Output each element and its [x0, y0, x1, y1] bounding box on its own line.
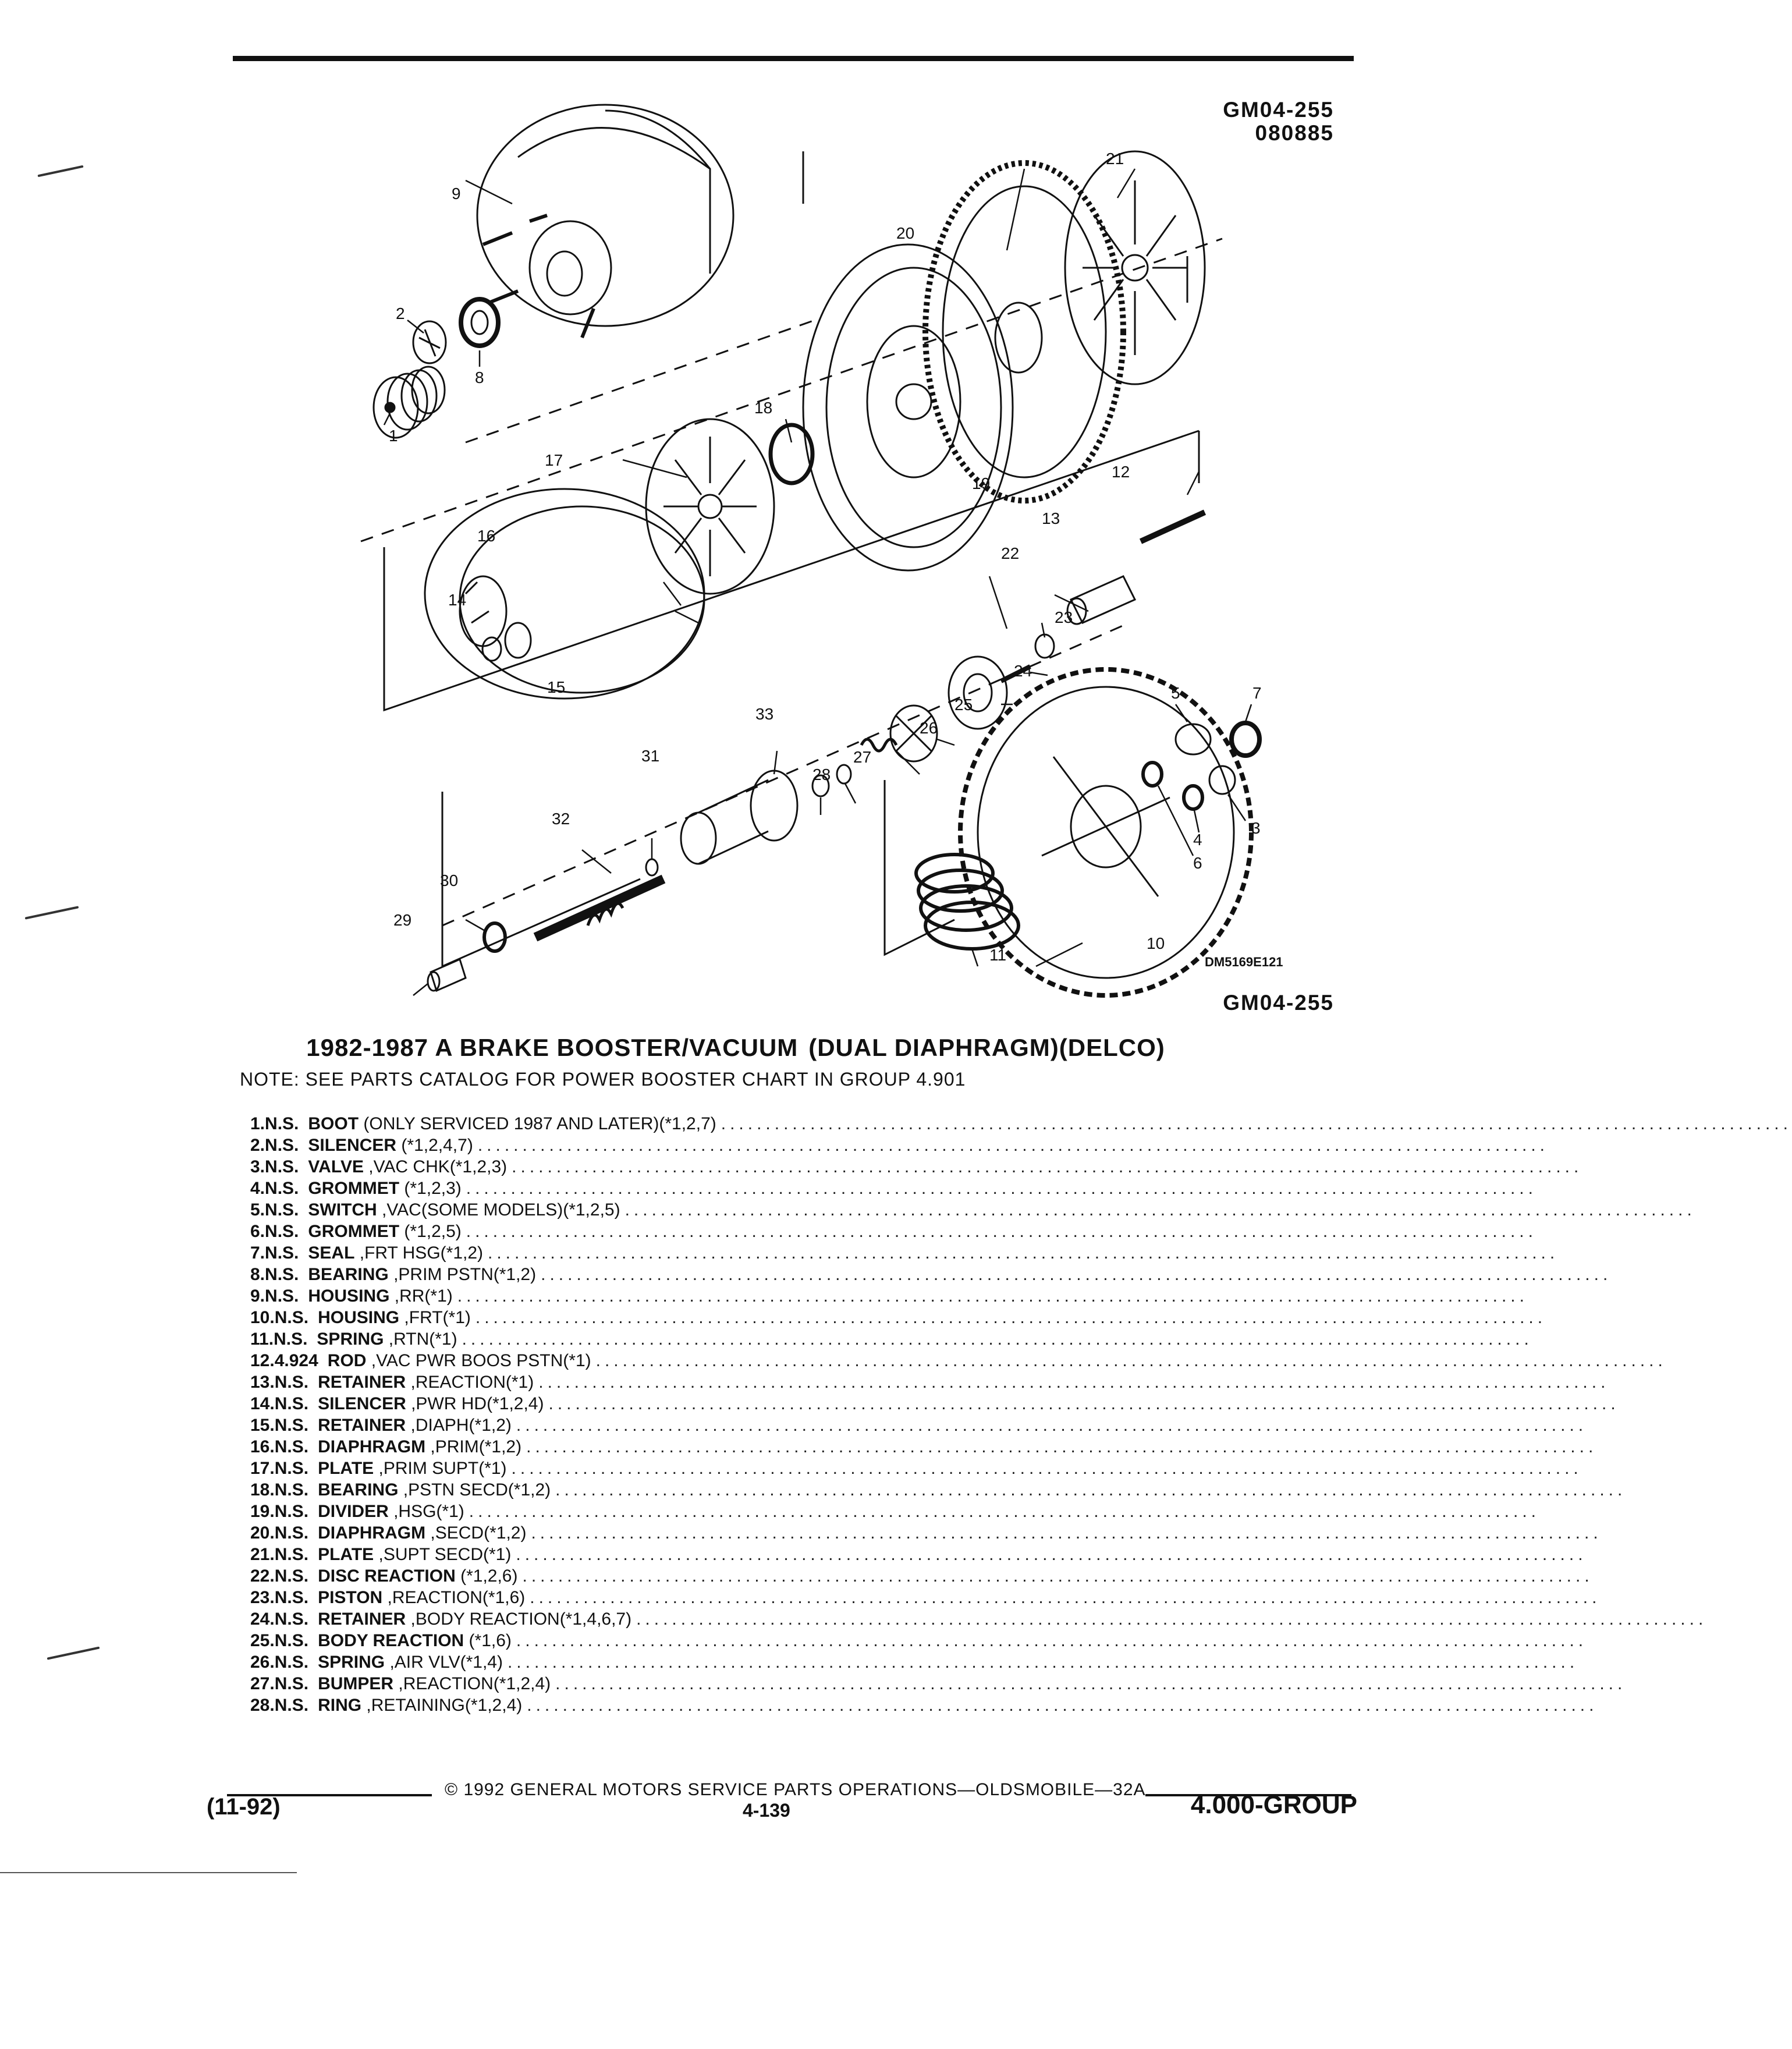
part-number: 26.	[250, 1652, 275, 1672]
callout-30: 30	[440, 871, 459, 889]
part-detail: ,PSTN SECD(*1,2)	[398, 1480, 551, 1499]
part-group: N.S.	[274, 1437, 309, 1456]
part-row	[250, 1221, 1537, 1242]
part-number: 9.	[250, 1286, 265, 1306]
leader-dots: ........................................................................................................................	[721, 1114, 1792, 1133]
part-number: 16.	[250, 1437, 275, 1456]
margin-mark	[47, 1646, 100, 1660]
part-row	[250, 1264, 1612, 1285]
part-33	[681, 771, 797, 864]
part-row	[250, 1328, 1533, 1350]
part-row	[250, 1501, 1540, 1522]
leader-dots: ........................................................................................................................	[466, 1221, 1537, 1241]
part-description	[308, 1136, 477, 1155]
part-detail: ,VAC(SOME MODELS)(*1,2,5)	[377, 1200, 620, 1220]
callout-4: 4	[1193, 831, 1202, 849]
part-row	[250, 1673, 1627, 1694]
part-group: N.S.	[265, 1243, 299, 1263]
part-row	[250, 1694, 1598, 1716]
part-group: N.S.	[274, 1480, 309, 1499]
callout-14: 14	[448, 591, 467, 609]
part-name: BEARING	[308, 1264, 389, 1284]
part-number: 8.	[250, 1264, 265, 1284]
part-group: N.S.	[274, 1415, 309, 1435]
part-name: ROD	[327, 1350, 367, 1370]
part-detail: ,REACTION(*1,6)	[382, 1587, 526, 1607]
part-name: DISC REACTION	[318, 1566, 456, 1586]
callout-25: 25	[954, 696, 973, 714]
part-row	[250, 1587, 1601, 1608]
page-number: 4-139	[743, 1800, 790, 1821]
part-detail: ,RR(*1)	[389, 1286, 453, 1306]
margin-mark	[25, 906, 79, 919]
reference-code: GM04-255	[1223, 98, 1334, 122]
part-row	[250, 1350, 1667, 1371]
part-row	[250, 1371, 1610, 1393]
part-detail: ,FRT(*1)	[399, 1307, 471, 1327]
part-number: 20.	[250, 1523, 275, 1543]
callout-19: 19	[972, 474, 991, 492]
part-name: SEAL	[308, 1243, 355, 1263]
secondary-plate-part-21	[1065, 151, 1205, 384]
part-number: 23.	[250, 1587, 275, 1607]
part-description	[318, 1416, 516, 1435]
part-detail: ,PWR HD(*1,2,4)	[406, 1394, 544, 1413]
part-description	[308, 1265, 541, 1285]
part-name: HOUSING	[308, 1286, 390, 1306]
part-group: N.S.	[274, 1544, 309, 1564]
part-number: 6.	[250, 1221, 265, 1241]
part-row	[250, 1393, 1620, 1415]
part-group: N.S.	[274, 1674, 309, 1693]
callout-numbers	[389, 150, 1262, 964]
part-description	[318, 1308, 475, 1328]
leader-dots: ........................................................................................................................	[488, 1243, 1559, 1263]
part-row	[250, 1565, 1594, 1587]
part-number: 25.	[250, 1630, 275, 1650]
part-detail: (*1,6)	[464, 1630, 512, 1650]
part-description	[318, 1480, 555, 1500]
part-group: N.S.	[274, 1523, 309, 1543]
callout-23: 23	[1055, 608, 1073, 626]
callout-18: 18	[754, 399, 773, 417]
part-description	[318, 1437, 526, 1457]
part-description	[318, 1631, 516, 1651]
part-number: 13.	[250, 1372, 275, 1392]
callout-33: 33	[755, 705, 774, 723]
part-detail: ,REACTION(*1,2,4)	[393, 1674, 551, 1693]
callout-21: 21	[1106, 150, 1124, 168]
part-detail: (ONLY SERVICED 1987 AND LATER)(*1,2,7)	[359, 1114, 716, 1133]
part-description	[318, 1610, 636, 1629]
part-description	[318, 1588, 530, 1608]
leader-dots: ........................................................................................................................	[538, 1372, 1610, 1392]
part-group: N.S.	[274, 1372, 309, 1392]
callout-2: 2	[396, 304, 405, 322]
leader-dots: ........................................................................................................................	[516, 1415, 1588, 1435]
leader-dots: ........................................................................................................................	[541, 1264, 1612, 1284]
part-group: N.S.	[265, 1221, 299, 1241]
part-detail: ,FRT HSG(*1,2)	[354, 1243, 484, 1263]
part-description	[308, 1286, 457, 1306]
part-number: 11.	[250, 1329, 274, 1349]
callout-leaders	[384, 169, 1321, 995]
part-name: SILENCER	[318, 1394, 406, 1413]
callout-11: 11	[989, 946, 1007, 964]
part-description	[318, 1696, 527, 1715]
leader-dots: ........................................................................................................................	[507, 1652, 1579, 1672]
callout-6: 6	[1193, 854, 1202, 872]
disc-reaction-part-22	[1035, 634, 1054, 658]
part-detail: (*1,2,5)	[399, 1221, 462, 1241]
callout-29: 29	[393, 911, 412, 929]
part-detail: ,SUPT SECD(*1)	[374, 1544, 512, 1564]
part-group: N.S.	[274, 1609, 309, 1629]
part-32	[535, 879, 663, 937]
part-number: 15.	[250, 1415, 275, 1435]
leader-dots: ........................................................................................................................	[530, 1587, 1601, 1607]
callout-13: 13	[1042, 509, 1060, 527]
leader-dots: ........................................................................................................................	[636, 1609, 1708, 1629]
part-description	[308, 1179, 466, 1199]
part-number: 14.	[250, 1394, 275, 1413]
leader-dots: ........................................................................................................................	[555, 1674, 1627, 1693]
return-spring-part-11	[916, 855, 1019, 949]
revision-date: (11-92)	[207, 1794, 281, 1820]
part-row	[250, 1113, 1792, 1135]
leader-dots: ........................................................................................................................	[457, 1286, 1528, 1306]
part-name: PLATE	[318, 1458, 374, 1478]
part-group: N.S.	[265, 1157, 299, 1176]
leader-dots: ........................................................................................................................	[531, 1523, 1602, 1543]
part-detail: ,VAC CHK(*1,2,3)	[363, 1157, 508, 1176]
part-group: N.S.	[274, 1501, 309, 1521]
margin-mark	[37, 165, 83, 178]
part-number: 28.	[250, 1695, 275, 1715]
header-rule	[233, 56, 1354, 61]
leader-dots: ........................................................................................................................	[555, 1480, 1627, 1499]
part-number: 12.	[250, 1350, 275, 1370]
part-name: BODY REACTION	[318, 1630, 464, 1650]
part-number: 21.	[250, 1544, 275, 1564]
part-name: PISTON	[318, 1587, 383, 1607]
callout-16: 16	[477, 527, 496, 545]
part-detail: ,REACTION(*1)	[406, 1372, 534, 1392]
part-row	[250, 1608, 1708, 1630]
part-number: 5.	[250, 1200, 265, 1220]
reference-date-code: 080885	[1255, 121, 1334, 145]
boot-part-1	[374, 367, 445, 438]
part-name: RETAINER	[318, 1415, 406, 1435]
part-description	[308, 1200, 624, 1220]
part-name: RETAINER	[318, 1609, 406, 1629]
drawing-id: DM5169E121	[1205, 955, 1283, 969]
leader-dots: ........................................................................................................................	[624, 1200, 1696, 1220]
part-group: N.S.	[274, 1307, 309, 1327]
part-group: N.S.	[265, 1114, 299, 1133]
part-description	[318, 1373, 538, 1392]
grommet-part-4	[1184, 786, 1202, 809]
part-group: N.S.	[265, 1178, 299, 1198]
part-number: 22.	[250, 1566, 275, 1586]
leader-dots: ........................................................................................................................	[466, 1178, 1537, 1198]
callout-12: 12	[1112, 463, 1130, 481]
silencer-part-2	[413, 321, 446, 363]
part-name: DIAPHRAGM	[318, 1437, 426, 1456]
callout-5: 5	[1171, 684, 1180, 702]
part-description	[318, 1653, 508, 1672]
callout-31: 31	[641, 747, 660, 765]
bearing-part-18	[771, 425, 812, 483]
primary-diaphragm-part-16	[425, 489, 704, 699]
part-number: 10.	[250, 1307, 275, 1327]
seal-part-7	[1232, 723, 1259, 756]
part-name: VALVE	[308, 1157, 364, 1176]
housing-divider-part-19	[803, 244, 1013, 570]
part-name: RING	[318, 1695, 362, 1715]
callout-28: 28	[812, 765, 831, 784]
part-description	[318, 1394, 548, 1414]
part-detail: ,SECD(*1,2)	[425, 1523, 527, 1543]
part-name: SPRING	[317, 1329, 384, 1349]
part-detail: ,PRIM SUPT(*1)	[374, 1458, 507, 1478]
callout-26: 26	[920, 719, 938, 737]
silencer-part-14	[482, 637, 501, 661]
part-number: 7.	[250, 1243, 265, 1263]
leader-dots: ........................................................................................................................	[595, 1350, 1667, 1370]
part-group: N.S.	[274, 1329, 308, 1349]
part-number: 2.	[250, 1135, 265, 1155]
part-row	[250, 1651, 1579, 1673]
part-description	[318, 1674, 555, 1694]
part-detail: (*1,2,4,7)	[396, 1135, 473, 1155]
leader-dots: ........................................................................................................................	[516, 1544, 1587, 1564]
part-description	[318, 1566, 522, 1586]
callout-1: 1	[389, 427, 398, 445]
part-description	[308, 1114, 721, 1134]
callout-15: 15	[547, 678, 566, 696]
callout-27: 27	[853, 748, 872, 766]
exploded-parts-diagram	[338, 99, 1339, 1007]
leader-dots: ........................................................................................................................	[527, 1695, 1598, 1715]
callout-20: 20	[896, 224, 915, 242]
part-group: N.S.	[265, 1286, 299, 1306]
copyright-line: © 1992 GENERAL MOTORS SERVICE PARTS OPERATIONS—OLDSMOBILE—32A	[445, 1780, 1146, 1799]
leader-dots: ........................................................................................................................	[512, 1157, 1583, 1176]
callout-22: 22	[1001, 544, 1020, 562]
rear-housing-part-9	[477, 105, 733, 338]
part-group: 4.924	[274, 1350, 318, 1370]
part-group: N.S.	[265, 1135, 299, 1155]
part-number: 24.	[250, 1609, 275, 1629]
figure-code: GM04-255	[1223, 991, 1334, 1015]
part-number: 17.	[250, 1458, 275, 1478]
part-row	[250, 1285, 1528, 1307]
part-group: N.S.	[274, 1587, 309, 1607]
part-row	[250, 1178, 1537, 1199]
part-number: 1.	[250, 1114, 265, 1133]
title-main: 1982-1987 A BRAKE BOOSTER/VACUUM	[306, 1034, 799, 1061]
part-name: SPRING	[318, 1652, 385, 1672]
part-row	[250, 1135, 1549, 1156]
parts-list	[250, 1113, 1792, 1716]
part-name: SILENCER	[308, 1135, 397, 1155]
part-name: DIVIDER	[318, 1501, 389, 1521]
part-group: N.S.	[274, 1652, 309, 1672]
part-group: N.S.	[274, 1630, 309, 1650]
part-name: GROMMET	[308, 1178, 400, 1198]
part-detail: ,BODY REACTION(*1,4,6,7)	[406, 1609, 632, 1629]
callout-17: 17	[545, 451, 563, 469]
part-description	[328, 1351, 596, 1371]
leader-dots: ........................................................................................................................	[522, 1566, 1594, 1586]
part-name: DIAPHRAGM	[318, 1523, 426, 1543]
part-group: N.S.	[274, 1458, 309, 1478]
reaction-retainer-part-13	[1067, 576, 1135, 624]
leader-dots: ........................................................................................................................	[475, 1307, 1547, 1327]
callout-10: 10	[1147, 934, 1165, 952]
callout-32: 32	[552, 810, 570, 828]
part-row	[250, 1458, 1582, 1479]
leader-dots: ........................................................................................................................	[516, 1630, 1588, 1650]
vac-switch-part-5	[1176, 724, 1211, 754]
callout-24: 24	[1014, 662, 1032, 680]
part-30	[484, 923, 505, 951]
part-detail: ,RETAINING(*1,2,4)	[361, 1695, 523, 1715]
part-name: BOOT	[308, 1114, 359, 1133]
bottom-rule	[0, 1872, 297, 1873]
retainer-part-15	[505, 623, 531, 658]
part-description	[308, 1157, 512, 1177]
part-description	[318, 1502, 469, 1522]
part-name: BUMPER	[318, 1674, 394, 1693]
part-row	[250, 1199, 1696, 1221]
part-detail: ,HSG(*1)	[388, 1501, 464, 1521]
part-detail: ,DIAPH(*1,2)	[406, 1415, 512, 1435]
rod-part-12	[1141, 512, 1205, 541]
part-group: N.S.	[274, 1695, 309, 1715]
part-row	[250, 1156, 1583, 1178]
part-number: 19.	[250, 1501, 275, 1521]
part-group: N.S.	[265, 1200, 299, 1220]
part-row	[250, 1242, 1559, 1264]
part-31	[646, 859, 658, 875]
leader-dots: ........................................................................................................................	[462, 1329, 1533, 1349]
title-sub: (DUAL DIAPHRAGM)(DELCO)	[808, 1034, 1165, 1061]
part-name: RETAINER	[318, 1372, 406, 1392]
callout-3: 3	[1251, 819, 1261, 837]
part-detail: ,PRIM PSTN(*1,2)	[388, 1264, 537, 1284]
part-group: N.S.	[274, 1566, 309, 1586]
part-number: 3.	[250, 1157, 265, 1176]
grommet-part-6	[1143, 763, 1162, 786]
part-detail: ,RTN(*1)	[384, 1329, 457, 1349]
bearing-part-8	[461, 299, 498, 346]
part-row	[250, 1415, 1588, 1436]
part-row	[250, 1479, 1627, 1501]
part-number: 4.	[250, 1178, 265, 1198]
part-detail: ,VAC PWR BOOS PSTN(*1)	[366, 1350, 591, 1370]
part-row	[250, 1544, 1587, 1565]
part-row	[250, 1522, 1602, 1544]
leader-dots: ........................................................................................................................	[469, 1501, 1540, 1521]
part-name: BEARING	[318, 1480, 399, 1499]
group-label: 4.000-GROUP	[1190, 1791, 1357, 1819]
body-reaction-retainer-part-24	[949, 657, 1007, 729]
part-description	[318, 1523, 531, 1543]
callout-8: 8	[475, 368, 484, 387]
part-group: N.S.	[274, 1394, 309, 1413]
part-description	[317, 1330, 462, 1349]
part-number: 27.	[250, 1674, 275, 1693]
catalog-note: NOTE: SEE PARTS CATALOG FOR POWER BOOSTER CHART IN GROUP 4.901	[240, 1069, 966, 1090]
leader-dots: ........................................................................................................................	[477, 1135, 1549, 1155]
page-title	[0, 1034, 1471, 1062]
part-name: PLATE	[318, 1544, 374, 1564]
reaction-bumper-part-27	[837, 765, 851, 784]
section-brackets	[384, 151, 1199, 966]
part-description	[308, 1222, 466, 1242]
part-description	[318, 1545, 516, 1565]
primary-plate-part-17	[646, 419, 774, 594]
leader-dots: ........................................................................................................................	[548, 1394, 1620, 1413]
part-detail: ,PRIM(*1,2)	[425, 1437, 522, 1456]
part-number: 18.	[250, 1480, 275, 1499]
part-name: SWITCH	[308, 1200, 377, 1220]
part-name: HOUSING	[318, 1307, 400, 1327]
part-name: GROMMET	[308, 1221, 400, 1241]
leader-dots: ........................................................................................................................	[511, 1458, 1582, 1478]
part-row	[250, 1307, 1547, 1328]
part-detail: (*1,2,3)	[399, 1178, 462, 1198]
callout-9: 9	[452, 185, 461, 203]
part-row	[250, 1436, 1598, 1458]
part-row	[250, 1630, 1588, 1651]
part-description	[318, 1459, 511, 1479]
part-group: N.S.	[265, 1264, 299, 1284]
part-detail: ,AIR VLV(*1,4)	[385, 1652, 503, 1672]
part-detail: (*1,2,6)	[455, 1566, 518, 1586]
leader-dots: ........................................................................................................................	[526, 1437, 1598, 1456]
part-description	[308, 1243, 488, 1263]
callout-7: 7	[1252, 684, 1262, 702]
